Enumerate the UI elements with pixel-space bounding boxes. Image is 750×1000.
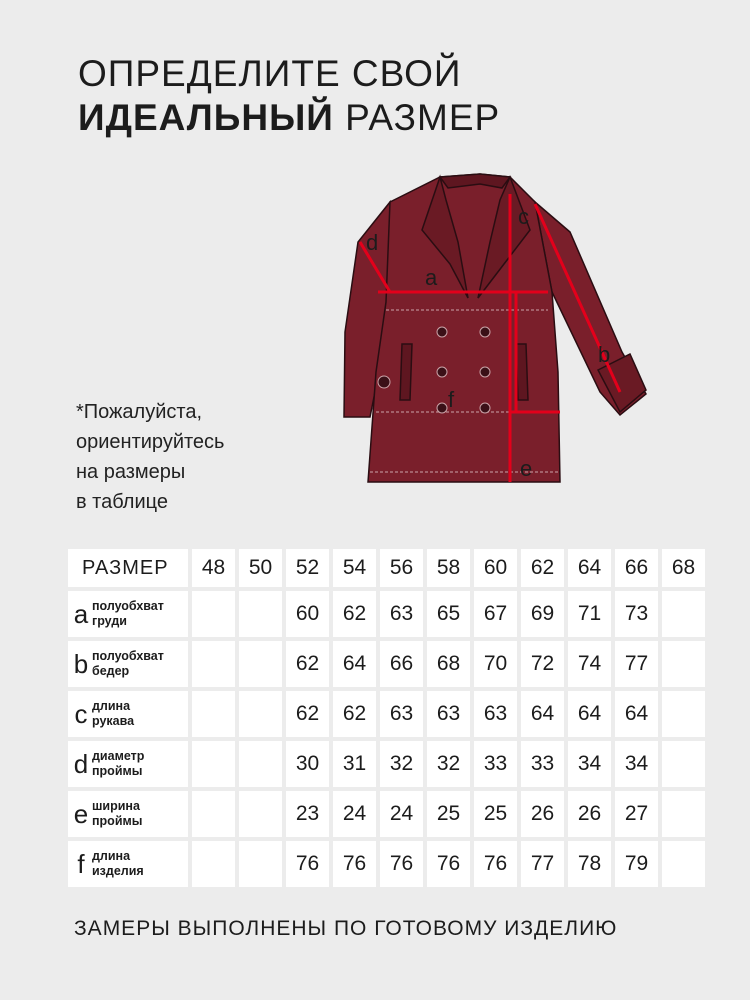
table-cell: 33 <box>474 741 517 787</box>
table-cell: 26 <box>521 791 564 837</box>
table-cell: 27 <box>615 791 658 837</box>
table-cell <box>662 641 705 687</box>
label-b: b <box>598 342 611 367</box>
table-cell <box>239 691 282 737</box>
footer-note: ЗАМЕРЫ ВЫПОЛНЕНЫ ПО ГОТОВОМУ ИЗДЕЛИЮ <box>74 917 618 940</box>
row-description: длина изделия <box>92 849 144 878</box>
table-cell: 76 <box>380 841 423 887</box>
coat-illustration <box>330 172 660 492</box>
table-cell <box>662 691 705 737</box>
row-label <box>68 741 188 787</box>
row-description: ширина проймы <box>92 799 143 828</box>
label-f: f <box>448 387 455 412</box>
size-header-cell: 48 <box>192 549 235 587</box>
table-cell <box>192 641 235 687</box>
table-cell: 23 <box>286 791 329 837</box>
row-label <box>68 791 188 837</box>
title-line-2 <box>78 96 500 140</box>
table-cell: 32 <box>380 741 423 787</box>
table-cell: 60 <box>286 591 329 637</box>
table-cell: 63 <box>427 691 470 737</box>
size-header-cell: 64 <box>568 549 611 587</box>
table-cell: 31 <box>333 741 376 787</box>
row-letter: b <box>73 649 89 679</box>
table-cell <box>662 791 705 837</box>
row-description: полуобхват груди <box>92 599 164 628</box>
table-cell: 63 <box>474 691 517 737</box>
label-d: d <box>366 230 379 255</box>
table-cell: 30 <box>286 741 329 787</box>
table-cell <box>192 841 235 887</box>
label-e: e <box>520 456 533 481</box>
table-cell <box>239 591 282 637</box>
table-cell: 63 <box>380 691 423 737</box>
row-label <box>68 591 188 637</box>
row-description: длина рукава <box>92 699 135 728</box>
table-cell: 74 <box>568 641 611 687</box>
table-cell: 24 <box>333 791 376 837</box>
table-row <box>68 841 705 887</box>
table-cell <box>662 741 705 787</box>
page-title <box>78 52 500 140</box>
table-cell <box>192 691 235 737</box>
size-header-cell: 54 <box>333 549 376 587</box>
size-header-label: РАЗМЕР <box>68 549 188 587</box>
size-header-row <box>68 549 705 587</box>
row-label <box>68 841 188 887</box>
table-cell: 69 <box>521 591 564 637</box>
title-line-1: ОПРЕДЕЛИТЕ СВОЙ <box>78 53 462 94</box>
table-cell: 63 <box>380 591 423 637</box>
table-cell: 64 <box>333 641 376 687</box>
table-cell <box>192 591 235 637</box>
table-cell: 67 <box>474 591 517 637</box>
table-cell: 32 <box>427 741 470 787</box>
size-table <box>64 545 709 891</box>
table-cell: 62 <box>333 591 376 637</box>
table-cell: 34 <box>568 741 611 787</box>
table-cell <box>662 841 705 887</box>
label-a: a <box>425 265 438 290</box>
table-cell: 33 <box>521 741 564 787</box>
table-cell <box>239 791 282 837</box>
table-cell: 25 <box>474 791 517 837</box>
row-description: полуобхват бедер <box>92 649 164 678</box>
table-cell <box>239 741 282 787</box>
table-row <box>68 691 705 737</box>
table-cell <box>662 591 705 637</box>
table-row <box>68 641 705 687</box>
table-cell <box>192 791 235 837</box>
table-cell: 64 <box>521 691 564 737</box>
size-header-cell: 56 <box>380 549 423 587</box>
coat-body <box>368 174 560 482</box>
table-cell: 64 <box>568 691 611 737</box>
size-header-cell: 66 <box>615 549 658 587</box>
table-cell: 77 <box>615 641 658 687</box>
size-header-cell: 60 <box>474 549 517 587</box>
title-rest: РАЗМЕР <box>333 97 501 138</box>
table-cell: 71 <box>568 591 611 637</box>
row-description: диаметр проймы <box>92 749 145 778</box>
table-cell: 76 <box>333 841 376 887</box>
row-letter: f <box>77 849 85 879</box>
table-cell: 73 <box>615 591 658 637</box>
table-cell: 76 <box>474 841 517 887</box>
table-cell: 79 <box>615 841 658 887</box>
table-cell: 24 <box>380 791 423 837</box>
table-cell: 62 <box>286 641 329 687</box>
row-label <box>68 641 188 687</box>
table-cell <box>239 641 282 687</box>
table-cell: 65 <box>427 591 470 637</box>
size-header-cell: 68 <box>662 549 705 587</box>
table-cell: 70 <box>474 641 517 687</box>
table-row <box>68 741 705 787</box>
table-cell <box>239 841 282 887</box>
size-header-cell: 62 <box>521 549 564 587</box>
size-header-cell: 58 <box>427 549 470 587</box>
row-letter: e <box>73 799 89 829</box>
table-row <box>68 591 705 637</box>
size-note: *Пожалуйста, ориентируйтесь на размеры в таблице <box>76 401 225 513</box>
table-cell: 76 <box>286 841 329 887</box>
table-cell: 78 <box>568 841 611 887</box>
table-cell: 66 <box>380 641 423 687</box>
title-bold-word: ИДЕАЛЬНЫЙ <box>78 97 334 138</box>
size-header-cell: 52 <box>286 549 329 587</box>
coat-diagram <box>330 172 660 492</box>
label-c: c <box>518 204 529 229</box>
table-cell <box>192 741 235 787</box>
size-header-cell: 50 <box>239 549 282 587</box>
table-row <box>68 791 705 837</box>
table-cell: 76 <box>427 841 470 887</box>
table-cell: 26 <box>568 791 611 837</box>
table-cell: 25 <box>427 791 470 837</box>
table-cell: 64 <box>615 691 658 737</box>
table-cell: 72 <box>521 641 564 687</box>
row-letter: c <box>74 699 88 729</box>
row-letter: a <box>73 599 89 629</box>
table-cell: 34 <box>615 741 658 787</box>
row-label <box>68 691 188 737</box>
row-letter: d <box>73 749 89 779</box>
table-cell: 68 <box>427 641 470 687</box>
table-cell: 77 <box>521 841 564 887</box>
table-cell: 62 <box>286 691 329 737</box>
table-cell: 62 <box>333 691 376 737</box>
